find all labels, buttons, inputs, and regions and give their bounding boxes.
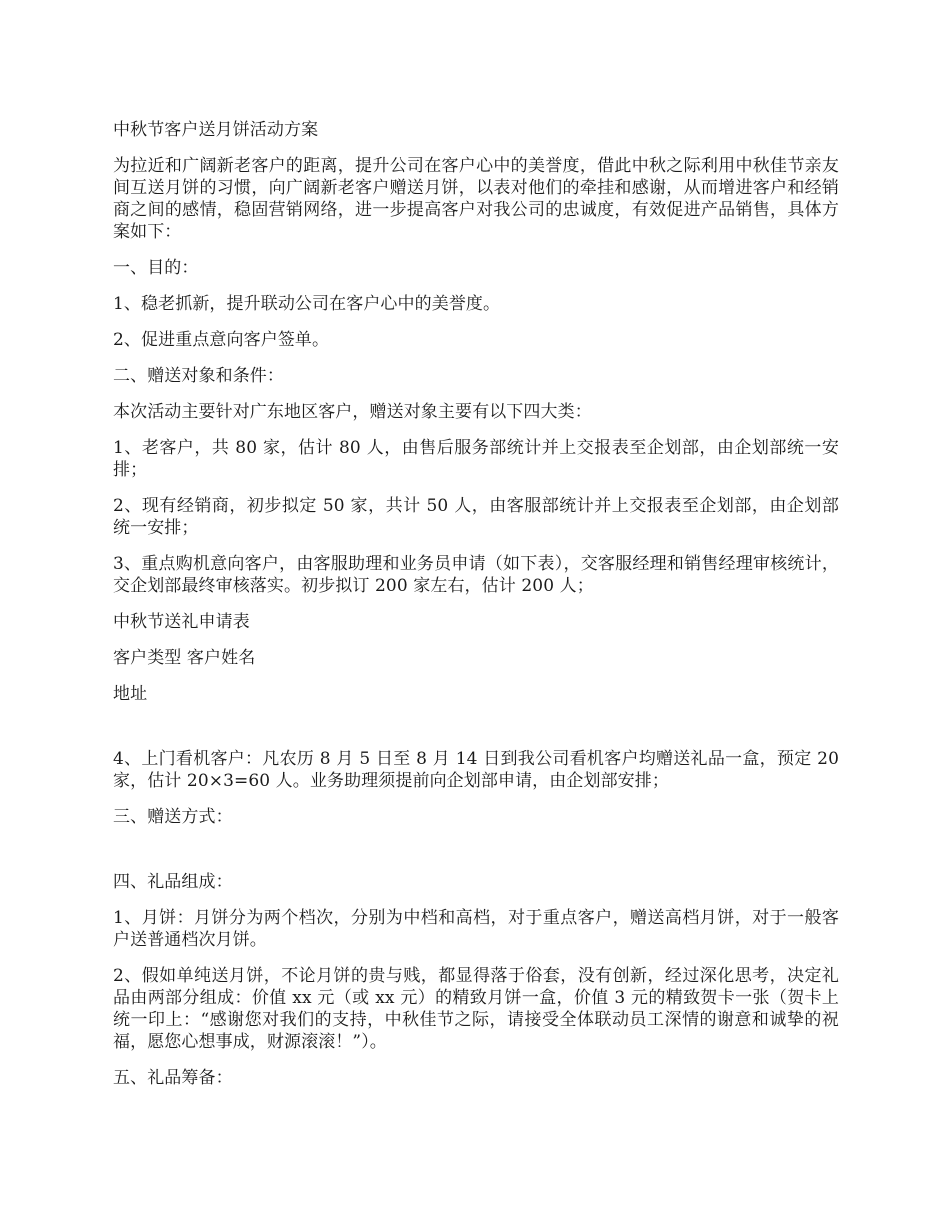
recipients-item-3: 3、重点购机意向客户，由客服助理和业务员申请（如下表），交客服经理和销售经理审核统计，交企划部最终审核落实。初步拟订 200 家左右，估计 200 人；: [113, 554, 839, 596]
blank-space: [113, 842, 839, 871]
document-body: [113, 119, 839, 1103]
section-heading-method: 三、赠送方式：: [113, 807, 233, 827]
application-table-header: 客户类型 客户姓名: [113, 648, 256, 668]
gift-item-1: 1、月饼：月饼分为两个档次，分别为中档和高档，对于重点客户，赠送高档月饼，对于一般客户送普通档次月饼。: [113, 908, 839, 950]
blank-space: [113, 719, 839, 748]
application-table-title: 中秋节送礼申请表: [113, 612, 250, 632]
recipients-item-4: 4、上门看机客户：凡农历 8 月 5 日至 8 月 14 日到我公司看机客户均赠送礼品一盒，预定 20 家，估计 20×3=60 人。业务助理须提前向企划部申请，由企划部安排；: [113, 749, 839, 791]
section-heading-recipients: 二、赠送对象和条件：: [113, 366, 284, 386]
recipients-intro: 本次活动主要针对广东地区客户，赠送对象主要有以下四大类：: [113, 402, 592, 422]
purpose-item-2: 2、促进重点意向客户签单。: [113, 330, 330, 350]
section-heading-gift-composition: 四、礼品组成：: [113, 872, 233, 892]
document-title: 中秋节客户送月饼活动方案: [113, 120, 319, 140]
recipients-item-2: 2、现有经销商，初步拟定 50 家，共计 50 人，由客服部统计并上交报表至企划部，由企划部统一安排；: [113, 496, 839, 538]
section-heading-gift-preparation: 五、礼品筹备：: [113, 1068, 233, 1088]
purpose-item-1: 1、稳老抓新，提升联动公司在客户心中的美誉度。: [113, 294, 501, 314]
intro-paragraph: 为拉近和广阔新老客户的距离，提升公司在客户心中的美誉度，借此中秋之际利用中秋佳节亲友间互送月饼的习惯，向广阔新老客户赠送月饼，以表对他们的牵挂和感谢，从而增进客户和经销商之间的感情，稳固营销网络，进一步提高客户对我公司的忠诚度，有效促进产品销售，具体方案如下：: [113, 156, 839, 242]
application-table-address: 地址: [113, 684, 148, 704]
recipients-item-1: 1、老客户，共 80 家，估计 80 人，由售后服务部统计并上交报表至企划部，由企划部统一安排；: [113, 438, 839, 480]
section-heading-purpose: 一、目的：: [113, 258, 199, 278]
gift-item-2: 2、假如单纯送月饼，不论月饼的贵与贱，都显得落于俗套，没有创新，经过深化思考，决定礼品由两部分组成：价值 xx 元（或 xx 元）的精致月饼一盒，价值 3 元的精致贺卡一张（贺卡上统一印上：“感谢您对我们的支持，中秋佳节之际，请接受全体联动员工深情的谢意和诚挚的祝福，愿您心想事成，财源滚滚！”）。: [113, 966, 839, 1052]
